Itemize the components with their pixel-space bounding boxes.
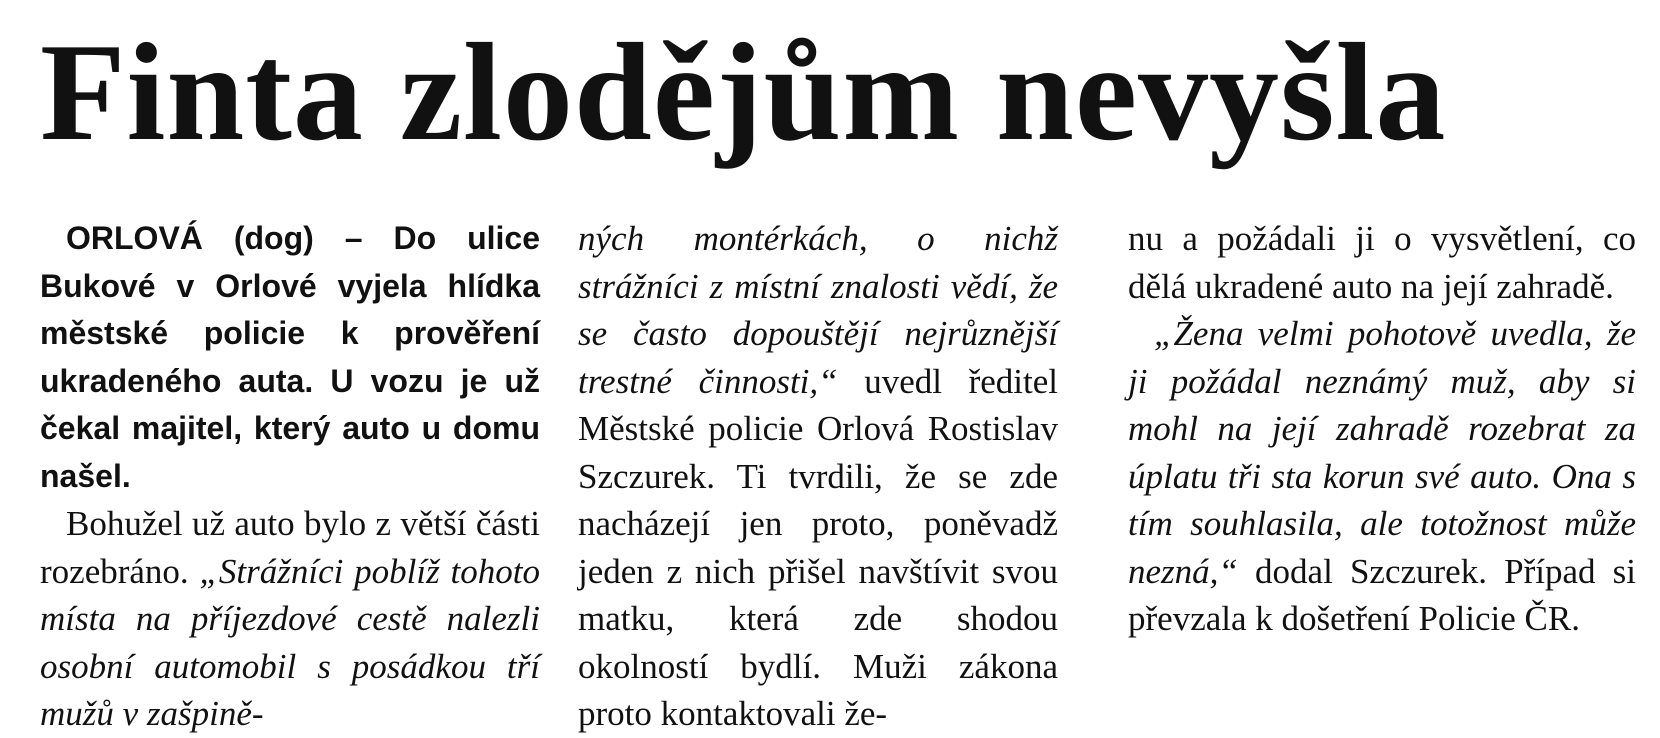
body-paragraph	[40, 500, 540, 738]
body-paragraph: nu a požádali ji o vysvětlení, co dělá ukradené auto na její zahradě.	[1128, 219, 1636, 306]
paragraph-text: uvedl ředitel Městské policie Orlová Rostislav Szczurek. Ti tvrdili, že se zde nacházejí jen proto, poněvadž jeden z nich přišel navštívit svou matku, která zde shodou okolností bydlí. Muži zákona proto kontaktovali že-	[578, 361, 1058, 733]
quote-text: „Strážníci poblíž tohoto místa na příjezdové cestě nalezli osobní automobil s posádkou tří mužů v zašpině-	[40, 551, 540, 733]
article-column-3	[1128, 215, 1636, 643]
body-paragraph	[578, 215, 1058, 738]
headline: Finta zlodějům nevyšla	[40, 15, 1447, 170]
article-column-1	[40, 215, 540, 738]
paragraph-text: dodal Szczurek. Případ si převzala k došetření Policie ČR.	[1128, 551, 1636, 638]
article-column-2	[578, 215, 1058, 738]
body-paragraph	[1128, 310, 1636, 643]
paragraph-text: Bohužel už auto bylo z větší části rozebráno.	[40, 504, 540, 591]
quote-text: „Žena velmi pohotově uvedla, že ji požádal neznámý muž, aby si mohl na její zahradě rozebrat za úplatu tři sta korun své auto. Ona s tím souhlasila, ale totožnost může nezná,“	[1128, 314, 1636, 591]
quote-text: ných montérkách, o nichž strážníci z místní znalosti vědí, že se často dopouštějí nejrůznější trestné činnosti,“	[578, 219, 1058, 401]
lead-paragraph: ORLOVÁ (dog) – Do ulice Bukové v Orlové vyjela hlídka městské policie k prověření ukradeného auta. U vozu je už čekal majitel, který auto u domu našel.	[40, 220, 540, 494]
